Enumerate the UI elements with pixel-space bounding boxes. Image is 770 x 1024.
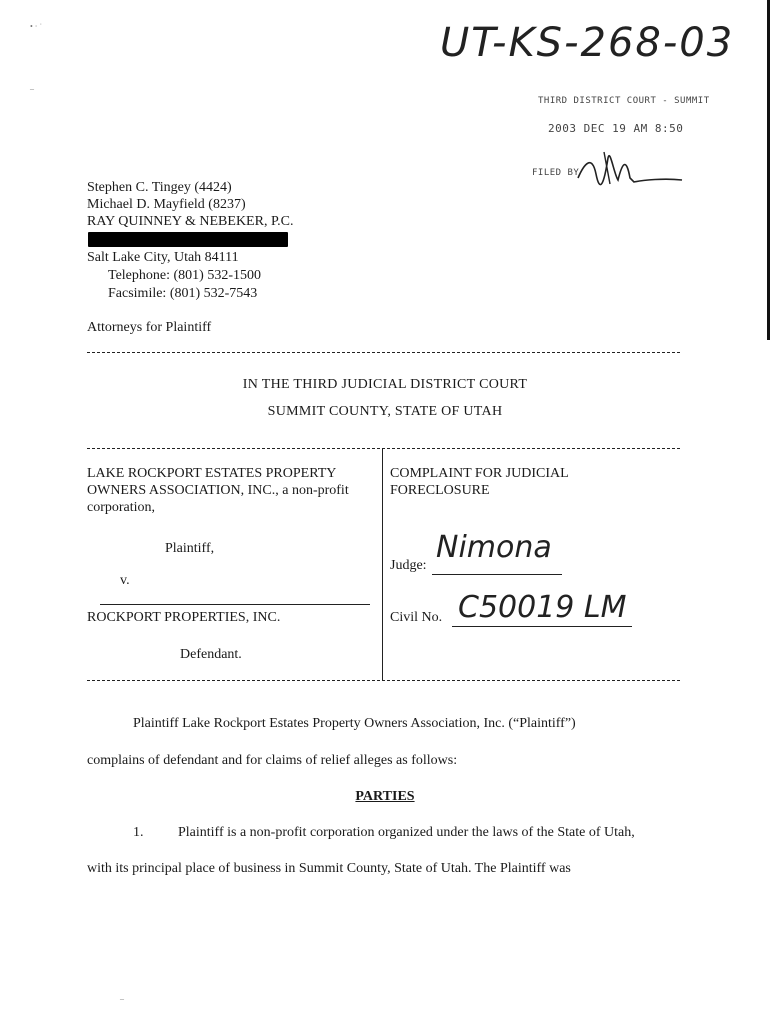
document-title-line-1: COMPLAINT FOR JUDICIAL [390, 466, 569, 481]
firm-telephone: Telephone: (801) 532-1500 [108, 268, 261, 283]
firm-city: Salt Lake City, Utah 84111 [87, 250, 239, 265]
paragraph-1-line-1: Plaintiff is a non-profit corporation organized under the laws of the State of Utah, [178, 825, 635, 840]
civil-number-label: Civil No. [390, 610, 443, 625]
caption-bottom-divider [87, 680, 680, 681]
caption-vertical-divider [382, 449, 383, 681]
law-firm-name: RAY QUINNEY & NEBEKER, P.C. [87, 214, 294, 229]
clerk-signature [574, 144, 684, 188]
civil-number-handwritten: C50019 LM [458, 590, 627, 625]
defendant-name: ROCKPORT PROPERTIES, INC. [87, 610, 281, 625]
defendant-role: Defendant. [180, 647, 242, 662]
versus-label: v. [120, 573, 130, 588]
paragraph-1-line-2: with its principal place of business in Summit County, State of Utah. The Plaintiff was [87, 861, 571, 876]
plaintiff-name-line-1: LAKE ROCKPORT ESTATES PROPERTY [87, 466, 337, 481]
attorney-name-2: Michael D. Mayfield (8237) [87, 197, 246, 212]
filing-stamp-court: THIRD DISTRICT COURT - SUMMIT [538, 96, 710, 106]
paragraph-number: 1. [133, 825, 144, 840]
redacted-address-bar [88, 232, 288, 247]
court-name: IN THE THIRD JUDICIAL DISTRICT COURT [242, 377, 528, 392]
caption-top-divider [87, 448, 680, 449]
filing-stamp-date: 2003 DEC 19 AM 8:50 [548, 122, 684, 135]
caption-party-divider [100, 604, 370, 605]
intro-line-2: complains of defendant and for claims of relief alleges as follows: [87, 753, 458, 768]
scan-specks: • · ˙ [30, 22, 43, 31]
court-venue: SUMMIT COUNTY, STATE OF UTAH [267, 404, 503, 419]
civil-number-line [452, 626, 632, 627]
scan-speck-bottom: – [120, 994, 124, 1003]
intro-line-1: Plaintiff Lake Rockport Estates Property Owners Association, Inc. (“Plaintiff”) [133, 716, 576, 731]
header-divider [87, 352, 680, 353]
handwritten-case-number: UT-KS-268-03 [440, 20, 735, 66]
judge-handwritten-name: Nimona [436, 530, 552, 565]
judge-label: Judge: [390, 558, 427, 573]
scan-speck: – [30, 84, 34, 93]
firm-facsimile: Facsimile: (801) 532-7543 [108, 286, 258, 301]
filing-stamp-filed-by: FILED BY [532, 168, 580, 178]
attorney-name-1: Stephen C. Tingey (4424) [87, 180, 232, 195]
section-heading-parties: PARTIES [355, 789, 415, 804]
attorney-role: Attorneys for Plaintiff [87, 320, 212, 335]
document-title-line-2: FORECLOSURE [390, 483, 490, 498]
plaintiff-name-line-2: OWNERS ASSOCIATION, INC., a non-profit [87, 483, 349, 498]
judge-signature-line [432, 574, 562, 575]
plaintiff-role: Plaintiff, [165, 541, 215, 556]
plaintiff-name-line-3: corporation, [87, 500, 156, 515]
